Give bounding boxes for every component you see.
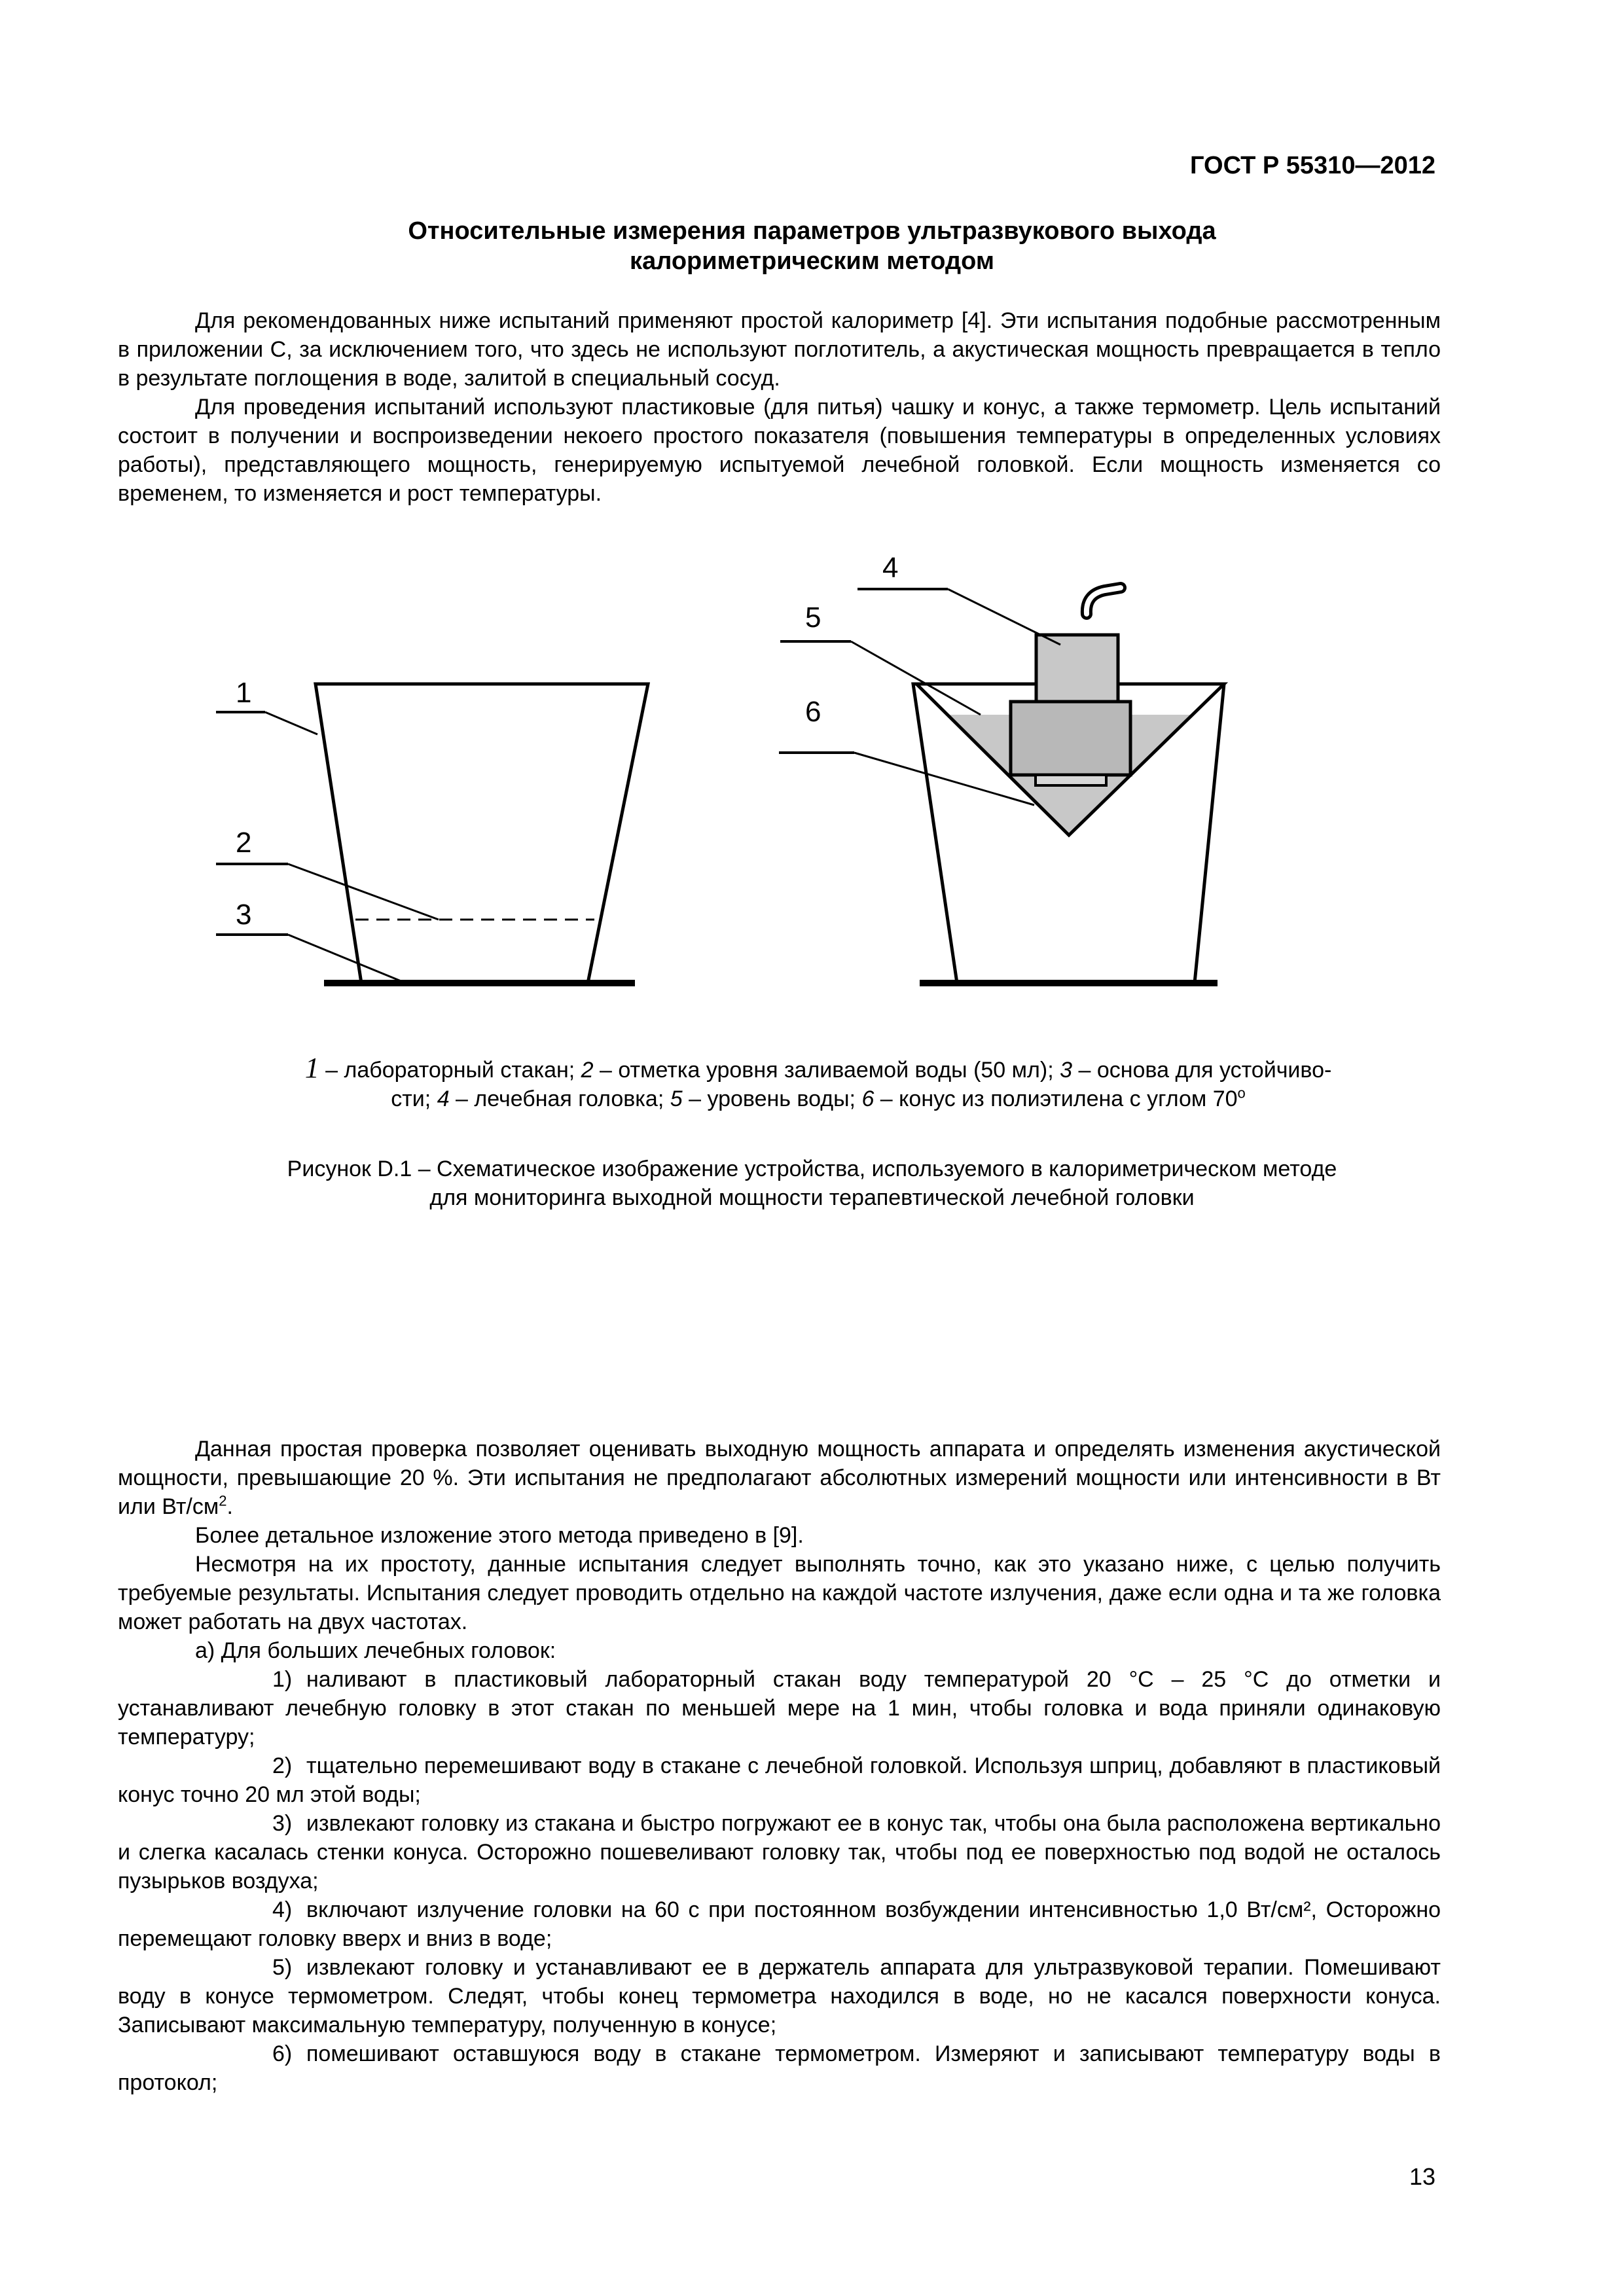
legend-line-1 — [216, 1054, 1420, 1085]
head-face — [1036, 775, 1106, 785]
body-paragraph-3: Несмотря на их простоту, данные испытания следует выполнять точно, как это указано ниже, с целью получить требуемые результаты. Испытания следует проводить отдельно на каждой частоте излучения, даже если одна и та же головка может работать на двух частотах. — [118, 1552, 1441, 1634]
step-1-text: наливают в пластиковый лабораторный стакан воду температурой 20 °C – 25 °C до отметки и устанавливают лечебную головку в этот стакан по меньшей мере на 1 мин, чтобы головка и вода приняли одинаковую температуру; — [118, 1667, 1441, 1749]
lab-cup-diagram — [216, 677, 648, 983]
step-2-text: тщательно перемешивают воду в стакане с лечебной головкой. Используя шприц, добавляют в пластиковый конус точно 20 мл этой воды; — [118, 1753, 1441, 1807]
step-5-number: 5) — [272, 1955, 293, 1980]
body-paragraph-2: Более детальное изложение этого метода приведено в [9]. — [195, 1523, 804, 1548]
legend-text-3: – основа для устойчиво- — [1072, 1058, 1332, 1083]
figure-caption-line2: для мониторинга выходной мощности терапевтической лечебной головки — [429, 1185, 1195, 1210]
label-3: 3 — [236, 899, 252, 931]
leader-line-2b — [288, 864, 439, 920]
label-6: 6 — [805, 696, 821, 728]
step-2 — [118, 1751, 1441, 1809]
body-paragraph-4: а) Для больших лечебных головок: — [195, 1638, 556, 1663]
body-paragraph-1 — [118, 1435, 1441, 1521]
step-3 — [118, 1809, 1441, 1895]
legend-text-5: – уровень воды; — [682, 1086, 862, 1111]
intro-text — [118, 306, 1441, 508]
step-3-text: извлекают головку из стакана и быстро погружают ее в конус так, чтобы она была расположена вертикально и слегка касалась стенки конуса. Осторожно пошевеливают головку так, чтобы под ее поверхностью под водой не осталось пузырьков воздуха; — [118, 1811, 1441, 1893]
step-4-number: 4) — [272, 1897, 293, 1922]
label-4: 4 — [882, 552, 899, 584]
legend-text-2: – отметка уровня заливаемой воды (50 мл); — [593, 1058, 1060, 1083]
head-lower — [1011, 702, 1130, 775]
step-2-number: 2) — [272, 1753, 293, 1778]
intro-paragraph-1: Для рекомендованных ниже испытаний применяют простой калориметр [4]. Эти испытания подобные рассмотренным в приложении С, за исключением того, что здесь не используют поглотитель, а акустическая мощность превращается в тепло в результате поглощения в воде, залитой в специальный сосуд. — [118, 308, 1441, 391]
legend-num-4: 4 — [437, 1086, 450, 1111]
step-6-number: 6) — [272, 2041, 293, 2066]
label-5: 5 — [805, 601, 821, 634]
leader-line-1b — [265, 712, 317, 734]
figure-caption-line1: Рисунок D.1 – Схематическое изображение устройства, используемого в калориметрическом методе — [287, 1157, 1337, 1181]
step-6 — [118, 2039, 1441, 2097]
lab-cup-outline — [316, 684, 648, 983]
apparatus-diagram — [118, 537, 1506, 1034]
label-1: 1 — [236, 677, 252, 709]
legend-line-2 — [216, 1085, 1420, 1113]
step-1 — [118, 1665, 1441, 1751]
step-6-text: помешивают оставшуюся воду в стакане термометром. Измеряют и записывают температуру воды в протокол; — [118, 2041, 1441, 2095]
body-paragraph-1-end: . — [226, 1494, 233, 1519]
figure-legend — [216, 1054, 1420, 1113]
step-4 — [118, 1895, 1441, 1953]
cone-assembly-diagram — [779, 552, 1224, 983]
legend-num-1: 1 — [304, 1052, 319, 1084]
section-title-line1: Относительные измерения параметров ультразвукового выхода — [408, 217, 1216, 245]
step-3-number: 3) — [272, 1811, 293, 1836]
label-2: 2 — [236, 827, 252, 859]
leader-line-4b — [948, 589, 1060, 645]
legend-text-3b: сти; — [391, 1086, 437, 1111]
legend-num-2: 2 — [581, 1058, 594, 1083]
legend-text-4: – лечебная головка; — [449, 1086, 670, 1111]
document-code: ГОСТ Р 55310—2012 — [1190, 152, 1435, 179]
legend-text-6: – конус из полиэтилена с углом 70 — [874, 1086, 1238, 1111]
leader-line-3b — [288, 935, 406, 983]
legend-num-3: 3 — [1060, 1058, 1073, 1083]
body-paragraph-1-sup: 2 — [219, 1492, 227, 1509]
page-number: 13 — [1409, 2163, 1435, 2190]
procedure-text — [118, 1435, 1441, 2097]
step-5-text: извлекают головку и устанавливают ее в держатель аппарата для ультразвуковой терапии. Помешивают воду в конусе термометром. Следят, чтобы конец термометра находился в воде, но не касался поверхности конуса. Записывают максимальную температуру, полученную в конусе; — [118, 1955, 1441, 2037]
figure-caption — [118, 1155, 1506, 1212]
legend-text-1: – лабораторный стакан; — [319, 1058, 581, 1083]
legend-num-5: 5 — [670, 1086, 683, 1111]
section-title — [118, 216, 1506, 276]
intro-paragraph-2: Для проведения испытаний используют пластиковые (для питья) чашку и конус, а также термометр. Цель испытаний состоит в получении и воспроизведении некоего простого показателя (повышения температуры в определенных условиях работы), представляющего мощность, генерируемую испытуемой лечебной головкой. Если мощность изменяется со временем, то изменяется и рост температуры. — [118, 395, 1441, 506]
body-paragraph-1-text: Данная простая проверка позволяет оценивать выходную мощность аппарата и определять изменения акустической мощности, превышающие 20 %. Эти испытания не предполагают абсолютных измерений мощности или интенсивности в Вт или Вт/см — [118, 1437, 1441, 1519]
step-5 — [118, 1953, 1441, 2039]
legend-num-6: 6 — [861, 1086, 875, 1111]
section-title-line2: калориметрическим методом — [630, 247, 994, 275]
step-1-number: 1) — [272, 1667, 293, 1692]
step-4-text: включают излучение головки на 60 с при постоянном возбуждении интенсивностью 1,0 Вт/см², Осторожно перемещают головку вверх и вниз в воде; — [118, 1897, 1441, 1951]
legend-degree-sup: o — [1237, 1085, 1246, 1102]
figure-d1 — [118, 537, 1506, 1037]
